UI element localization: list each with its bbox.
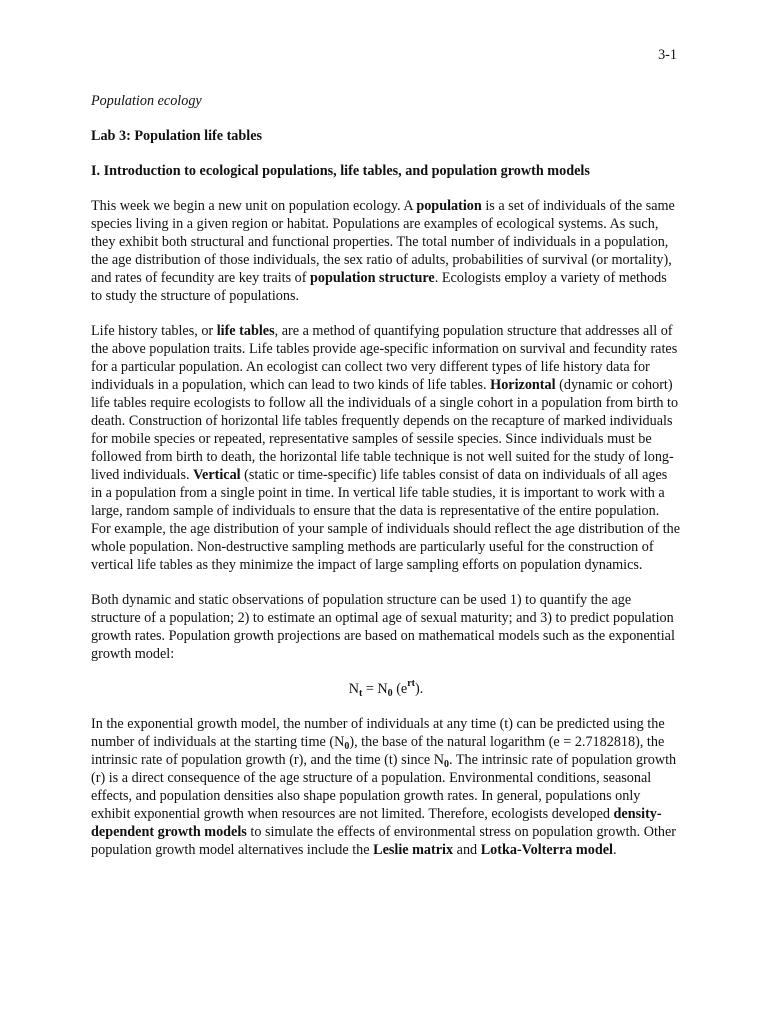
equation-open: (e	[392, 681, 408, 697]
term-lotka-volterra: Lotka-Volterra model	[480, 842, 613, 858]
text-run: (dynamic or cohort) life tables require ecologists to follow all the individuals of a single cohort in a population from birth to death. Construction of horizontal life tables frequently depends on the recapture of marked individuals for mobile species or repeated, representative samples of sessile species. Since individuals must be followed from birth to death, the horizontal life table technique is not well suited for the study of long-lived individuals.	[91, 377, 679, 483]
term-leslie-matrix: Leslie matrix	[373, 842, 454, 858]
text-run: to simulate the effects of environmental stress on population growth. Other population growth model alternatives include the	[91, 824, 677, 858]
equation-n: N	[348, 681, 359, 697]
paragraph-life-tables	[91, 322, 681, 574]
text-run: . The intrinsic rate of population growth (r) is a direct consequence of the age structure of a population. Environmental conditions, seasonal effects, and population densities also shape population growth rates. In general, populations only exhibit exponential growth when resources are not limited. Therefore, ecologists developed	[91, 752, 677, 822]
text-run: Life history tables, or	[91, 323, 217, 339]
text-run: ), the base of the natural logarithm (e = 2.7182818), the intrinsic rate of population growth (r), and the time (t) since N	[91, 734, 665, 768]
text-run: This week we begin a new unit on population ecology. A	[91, 198, 417, 214]
equation-sub-0: 0	[387, 688, 393, 699]
term-life-tables: life tables	[216, 323, 275, 339]
text-run: (static or time-specific) life tables consist of data on individuals of all ages in a population from a single point in time. In vertical life table studies, it is important to work with a large, random sample of individuals to ensure that the data is representative of the entire population. For example, the age distribution of your sample of individuals should reflect the age distribution of the whole population. Non-destructive sampling methods are particularly useful for the construction of vertical life tables as they minimize the impact of large sampling efforts on population dynamics.	[91, 467, 681, 573]
text-run: In the exponential growth model, the number of individuals at any time (t) can be predicted using the number of individuals at the starting time (N	[91, 716, 665, 750]
text-run: is a set of individuals of the same species living in a given region or habitat. Populations are examples of ecological systems. As such, they exhibit both structural and functional properties. The total number of individuals in a population, the age distribution of those individuals, the sex ratio of adults, probabilities of survival (or mortality), and rates of fecundity are key traits of	[91, 198, 675, 286]
page-number: 3-1	[658, 47, 677, 63]
section-label: Population ecology	[91, 93, 202, 109]
section-title: I. Introduction to ecological populations, life tables, and population growth models	[91, 163, 590, 179]
text-run: Both dynamic and static observations of population structure can be used 1) to quantify the age structure of a population; 2) to estimate an optimal age of sexual maturity; and 3) to predict population growth rates. Population growth projections are based on mathematical models such as the exponential growth model:	[91, 592, 675, 662]
subscript-0: 0	[444, 759, 450, 770]
lab-title: Lab 3: Population life tables	[91, 128, 263, 144]
paragraph-population	[91, 197, 681, 305]
document-body	[91, 92, 681, 859]
paragraph-exponential-model	[91, 715, 681, 859]
term-population: population	[416, 198, 482, 214]
equation-close: ).	[415, 681, 424, 697]
text-run: , are a method of quantifying population structure that addresses all of the above population traits. Life tables provide age-specific information on survival and fecundity rates for a particular population. An ecologist can collect two very different types of life history data for individuals in a population, which can lead to two kinds of life tables.	[91, 323, 678, 393]
text-run: . Ecologists employ a variety of methods to study the structure of populations.	[91, 270, 667, 304]
term-population-structure: population structure	[310, 270, 435, 286]
paragraph-observations	[91, 591, 681, 663]
equation-equals: = N	[362, 681, 388, 697]
text-run: .	[612, 842, 617, 858]
exponential-growth-equation	[91, 680, 681, 698]
term-density-dependent-models: density-dependent growth models	[91, 806, 662, 840]
equation-sub-t: t	[358, 688, 363, 699]
term-vertical: Vertical	[193, 467, 241, 483]
text-run: and	[453, 842, 481, 858]
subscript-0: 0	[344, 741, 350, 752]
equation-sup-rt: rt	[407, 678, 415, 689]
term-horizontal: Horizontal	[490, 377, 556, 393]
